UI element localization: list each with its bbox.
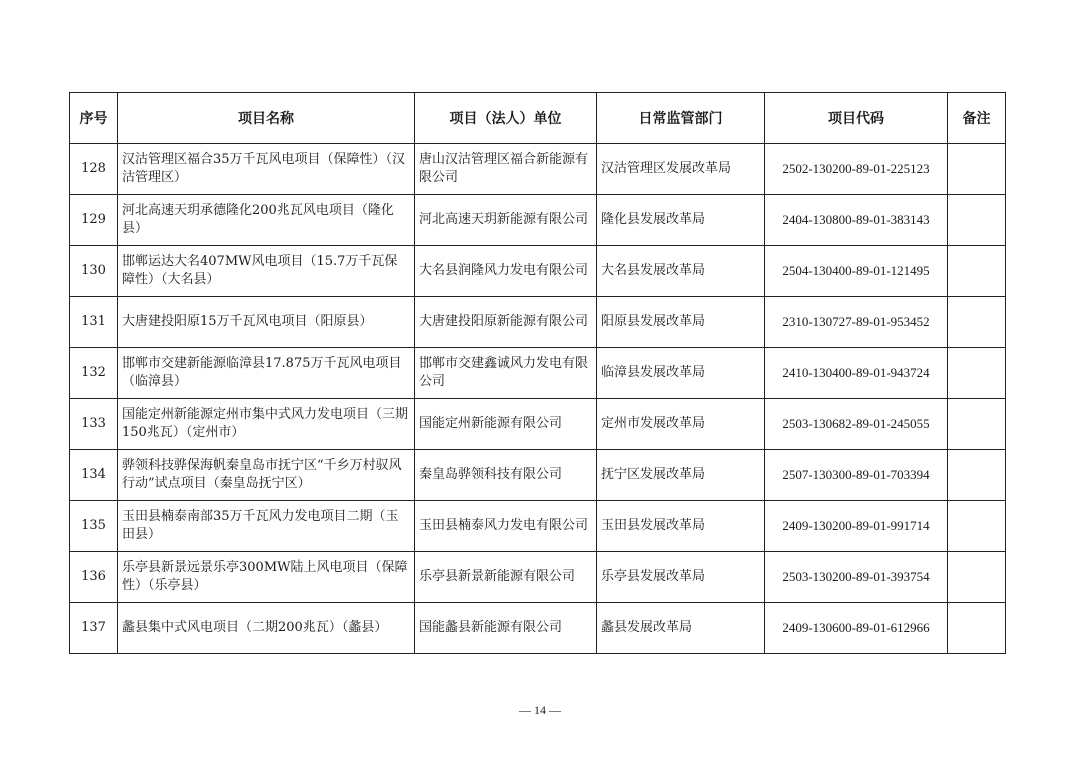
- cell-code: 2504-130400-89-01-121495: [765, 246, 948, 297]
- cell-seq: 136: [70, 552, 118, 603]
- cell-note: [948, 348, 1006, 399]
- cell-project-name: 大唐建投阳原15万千瓦风电项目（阳原县）: [118, 297, 415, 348]
- cell-project-name: 蠡县集中式风电项目（二期200兆瓦）（蠡县）: [118, 603, 415, 654]
- cell-code: 2409-130200-89-01-991714: [765, 501, 948, 552]
- cell-seq: 130: [70, 246, 118, 297]
- cell-note: [948, 603, 1006, 654]
- cell-dept: 隆化县发展改革局: [597, 195, 765, 246]
- cell-dept: 大名县发展改革局: [597, 246, 765, 297]
- cell-project-name: 国能定州新能源定州市集中式风力发电项目（三期150兆瓦）（定州市）: [118, 399, 415, 450]
- cell-dept: 临漳县发展改革局: [597, 348, 765, 399]
- cell-unit: 大唐建投阳原新能源有限公司: [415, 297, 597, 348]
- cell-dept: 玉田县发展改革局: [597, 501, 765, 552]
- cell-unit: 乐亭县新景新能源有限公司: [415, 552, 597, 603]
- cell-code: 2404-130800-89-01-383143: [765, 195, 948, 246]
- page-number: — 14 —: [519, 703, 561, 717]
- cell-unit: 邯郸市交建鑫诚风力发电有限公司: [415, 348, 597, 399]
- cell-project-name: 邯郸市交建新能源临漳县17.875万千瓦风电项目（临漳县）: [118, 348, 415, 399]
- cell-dept: 蠡县发展改革局: [597, 603, 765, 654]
- cell-unit: 秦皇岛骅领科技有限公司: [415, 450, 597, 501]
- cell-project-name: 玉田县楠泰南部35万千瓦风力发电项目二期（玉田县）: [118, 501, 415, 552]
- cell-project-name: 骅领科技骅保海帆秦皇岛市抚宁区“千乡万村驭风行动”试点项目（秦皇岛抚宁区）: [118, 450, 415, 501]
- cell-project-name: 乐亭县新景远景乐亭300MW陆上风电项目（保障性）（乐亭县）: [118, 552, 415, 603]
- cell-unit: 玉田县楠泰风力发电有限公司: [415, 501, 597, 552]
- cell-code: 2503-130200-89-01-393754: [765, 552, 948, 603]
- cell-note: [948, 297, 1006, 348]
- cell-code: 2503-130682-89-01-245055: [765, 399, 948, 450]
- table-row: [70, 348, 1006, 399]
- cell-code: 2410-130400-89-01-943724: [765, 348, 948, 399]
- header-unit: 项目（法人）单位: [415, 93, 597, 144]
- cell-seq: 137: [70, 603, 118, 654]
- cell-note: [948, 144, 1006, 195]
- cell-note: [948, 501, 1006, 552]
- cell-dept: 定州市发展改革局: [597, 399, 765, 450]
- cell-seq: 133: [70, 399, 118, 450]
- header-name: 项目名称: [118, 93, 415, 144]
- cell-seq: 129: [70, 195, 118, 246]
- table-row: [70, 144, 1006, 195]
- table-row: [70, 399, 1006, 450]
- cell-note: [948, 552, 1006, 603]
- cell-code: 2502-130200-89-01-225123: [765, 144, 948, 195]
- table-row: [70, 297, 1006, 348]
- table-row: [70, 450, 1006, 501]
- cell-unit: 唐山汉沽管理区福合新能源有限公司: [415, 144, 597, 195]
- cell-unit: 大名县润隆风力发电有限公司: [415, 246, 597, 297]
- header-code: 项目代码: [765, 93, 948, 144]
- cell-code: 2507-130300-89-01-703394: [765, 450, 948, 501]
- cell-code: 2310-130727-89-01-953452: [765, 297, 948, 348]
- cell-seq: 132: [70, 348, 118, 399]
- cell-note: [948, 195, 1006, 246]
- cell-project-name: 汉沽管理区福合35万千瓦风电项目（保障性）（汉沽管理区）: [118, 144, 415, 195]
- header-note: 备注: [948, 93, 1006, 144]
- table-row: [70, 603, 1006, 654]
- header-dept: 日常监管部门: [597, 93, 765, 144]
- cell-unit: 国能蠡县新能源有限公司: [415, 603, 597, 654]
- table-row: [70, 501, 1006, 552]
- table-row: [70, 552, 1006, 603]
- cell-seq: 128: [70, 144, 118, 195]
- table-row: [70, 195, 1006, 246]
- cell-seq: 131: [70, 297, 118, 348]
- cell-dept: 汉沽管理区发展改革局: [597, 144, 765, 195]
- table-row: [70, 246, 1006, 297]
- cell-dept: 乐亭县发展改革局: [597, 552, 765, 603]
- cell-seq: 134: [70, 450, 118, 501]
- cell-note: [948, 246, 1006, 297]
- project-table: [69, 92, 1006, 654]
- cell-dept: 阳原县发展改革局: [597, 297, 765, 348]
- cell-project-name: 河北高速天玥承德隆化200兆瓦风电项目（隆化县）: [118, 195, 415, 246]
- table-header-row: [70, 93, 1006, 144]
- cell-dept: 抚宁区发展改革局: [597, 450, 765, 501]
- cell-unit: 河北高速天玥新能源有限公司: [415, 195, 597, 246]
- cell-seq: 135: [70, 501, 118, 552]
- cell-note: [948, 450, 1006, 501]
- cell-project-name: 邯郸运达大名407MW风电项目（15.7万千瓦保障性）（大名县）: [118, 246, 415, 297]
- header-seq: 序号: [70, 93, 118, 144]
- cell-code: 2409-130600-89-01-612966: [765, 603, 948, 654]
- cell-note: [948, 399, 1006, 450]
- cell-unit: 国能定州新能源有限公司: [415, 399, 597, 450]
